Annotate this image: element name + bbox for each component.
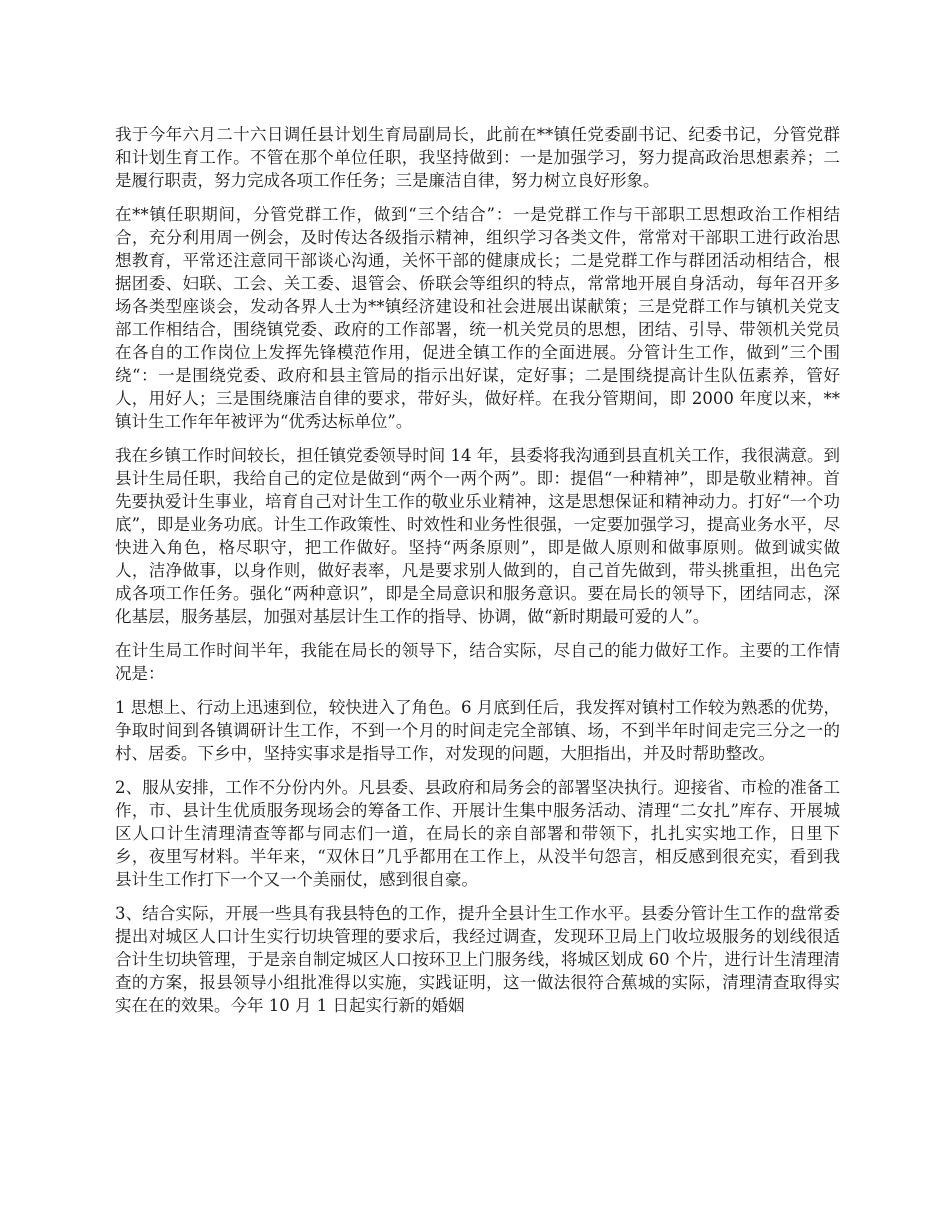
document-body — [115, 123, 840, 1028]
paragraph-self-positioning: 我在乡镇工作时间较长，担任镇党委领导时间 14 年，县委将我沟通到县直机关工作，我很满意。到县计生局任职，我给自己的定位是做到“两个一两个两”。即：提倡“一种精神”，即是敬业精神。首先要执爱计生事业，培育自己对计生工作的敬业乐业精神，这是思想保证和精神动力。打好“一个功底”，即是业务功底。计生工作政策性、时效性和业务性很强，一定要加强学习，提高业务水平，尽快进入角色，格尽职守，把工作做好。坚持“两条原则”，即是做人原则和做事原则。做到诚实做人，洁净做事，以身作则，做好表率，凡是要求别人做到的，自己首先做到，带头挑重担，出色完成各项工作任务。强化“两种意识”，即是全局意识和服务意识。要在局长的领导下，团结同志，深化基层，服务基层，加强对基层计生工作的指导、协调，做“新时期最可爱的人”。 — [115, 446, 840, 626]
paragraph-intro: 我于今年六月二十六日调任县计划生育局副局长，此前在**镇任党委副书记、纪委书记，分管党群和计划生育工作。不管在那个单位任职，我坚持做到：一是加强学习，努力提高政治思想素养；二是履行职责，努力完成各项工作任务；三是廉洁自律，努力树立良好形象。 — [115, 125, 840, 190]
paragraph-item-3: 3、结合实际，开展一些具有我县特色的工作，提升全县计生工作水平。县委分管计生工作的盘常委提出对城区人口计生实行切块管理的要求后，我经过调查，发现环卫局上门收垃圾服务的划线很适合计生切块管理，于是亲自制定城区人口按环卫上门服务线，将城区划成 60 个片，进行计生清理清查的方案，报县领导小组批准得以实施，实践证明，这一做法很符合蕉城的实际，清理清查取得实实在在的效果。今年 10 月 1 日起实行新的婚姻 — [115, 904, 840, 1015]
paragraph-item-2: 2、服从安排，工作不分份内外。凡县委、县政府和局务会的部署坚决执行。迎接省、市检的准备工作，市、县计生优质服务现场会的筹备工作、开展计生集中服务活动、清理“二女扎”库存、开展城区人口计生清理清查等都与同志们一道，在局长的亲自部署和带领下，扎扎实实地工作，日里下乡，夜里写材料。半年来，“双休日”几乎都用在工作上，从没半句怨言，相反感到很充实，看到我县计生工作打下一个又一个美丽仗，感到很自豪。 — [115, 778, 840, 889]
paragraph-item-1: 1 思想上、行动上迅速到位，较快进入了角色。6 月底到任后，我发挥对镇村工作较为熟悉的优势，争取时间到各镇调研计生工作，不到一个月的时间走完全部镇、场，不到半年时间走完三分之一的村、居委。下乡中，坚持实事求是指导工作，对发现的问题，大胆指出，并及时帮助整改。 — [115, 698, 840, 763]
paragraph-town-tenure: 在**镇任职期间，分管党群工作，做到“三个结合”：一是党群工作与干部职工思想政治工作相结合，充分利用周一例会，及时传达各级指示精神，组织学习各类文件，常常对干部职工进行政治思想教育，平常还注意同干部谈心沟通，关怀干部的健康成长；二是党群工作与群团活动相结合，根据团委、妇联、工会、关工委、退管会、侨联会等组织的特点，常常地开展自身活动，每年召开多场各类型座谈会，发动各界人士为**镇经济建设和社会进展出谋献策；三是党群工作与镇机关党支部工作相结合，围绕镇党委、政府的工作部署，统一机关党员的思想，团结、引导、带领机关党员在各自的工作岗位上发挥先锋模范作用，促进全镇工作的全面进展。分管计生工作，做到”三个围绕“：一是围绕党委、政府和县主管局的指示出好谋，定好事；二是围绕提高计生队伍素养，管好人，用好人；三是围绕廉洁自律的要求，带好头，做好样。在我分管期间，即 2000 年度以来，**镇计生工作年年被评为“优秀达标单位”。 — [115, 205, 840, 431]
paragraph-work-overview: 在计生局工作时间半年，我能在局长的领导下，结合实际，尽自己的能力做好工作。主要的工作情况是： — [115, 641, 840, 683]
